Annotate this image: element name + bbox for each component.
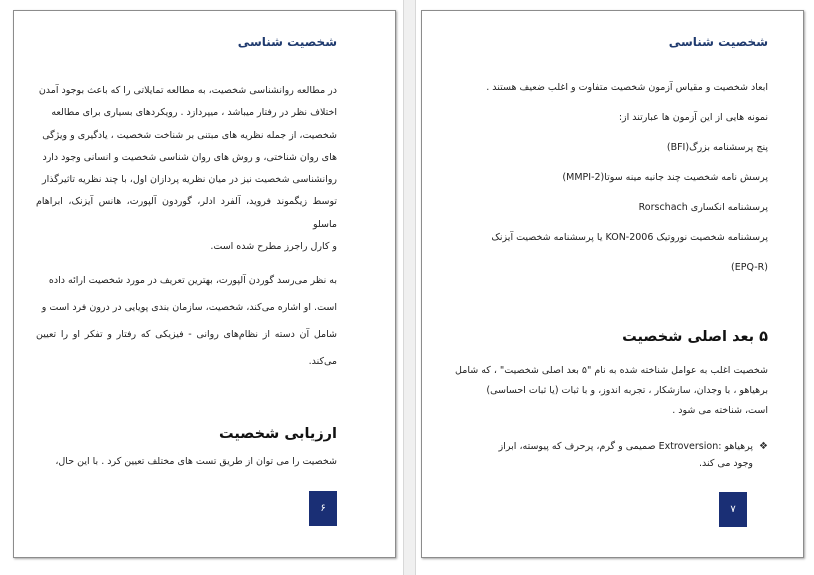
text-line: شامل آن دسته از نظام‌های روانی - فیزیکی که رفتار و تفکر او را تعیین می‌کند. bbox=[36, 329, 337, 368]
text-line: پنج پرسشنامه بزرگ(BFI) bbox=[666, 142, 768, 153]
text-line: در مطالعه روانشناسی شخصیت، به مطالعه تمایلاتی را که باعث بوجود آمدن bbox=[38, 85, 337, 96]
page-gap bbox=[403, 0, 416, 575]
page-content bbox=[36, 31, 337, 472]
document-page-6 bbox=[13, 10, 396, 558]
text-line: (EPQ-R) bbox=[731, 262, 768, 273]
text-line: توسط زیگموند فروید، آلفرد ادلر، گوردون آلپورت، هانس آیزنک، ابراهام ماسلو bbox=[36, 196, 337, 230]
assessment-text: شخصیت را می توان از طریق تست های مختلف تعیین کرد . با این حال، bbox=[55, 456, 337, 468]
intro-paragraph bbox=[36, 80, 337, 258]
page-number: ۶ bbox=[309, 491, 337, 526]
text-line: روانشناسی شخصیت نیز در میان نظریه پردازان اول، با چند نظریه تاثیرگذار bbox=[42, 174, 337, 186]
bullet-text bbox=[499, 438, 753, 472]
section-heading: ۵ بعد اصلی شخصیت bbox=[622, 329, 768, 345]
tests-list bbox=[454, 73, 768, 283]
text-line: به نظر می‌رسد گوردن آلپورت، بهترین تعریف در مورد شخصیت ارائه داده bbox=[48, 275, 337, 287]
five-factors-paragraph bbox=[454, 361, 768, 421]
text-line: شخصیت، از جمله نظریه های مبتنی بر شناخت شخصیت ، یادگیری و ویژگی bbox=[42, 129, 337, 141]
text-line: است، شناخته می شود . bbox=[672, 405, 768, 416]
text-line: پرسش نامه شخصیت چند جانبه مینه سوتا(MMPI-2) bbox=[562, 172, 768, 183]
text-line: پرسشنامه شخصیت نوروتیک KON-2006 یا پرسشنامه شخصیت آیزنک bbox=[491, 232, 768, 243]
text-line: نمونه هایی از این آزمون ها عبارتند از: bbox=[618, 112, 768, 123]
page-content bbox=[454, 31, 768, 472]
running-header: شخصیت شناسی bbox=[668, 35, 768, 49]
bullet-item bbox=[454, 438, 768, 472]
text-line: پرهیاهو :Extroversion صمیمی و گرم، پرحرف که پیوسته، ابراز bbox=[498, 441, 754, 452]
text-line: شخصیت اغلب به عوامل شناخته شده به نام "۵ بعد اصلی شخصیت" ، که شامل bbox=[455, 365, 768, 376]
text-line: پرسشنامه انکساری Rorschach bbox=[638, 202, 768, 213]
text-line: و کارل راجرز مطرح شده است. bbox=[210, 241, 337, 253]
diamond-bullet-icon: ❖ bbox=[759, 441, 768, 452]
text-line: است. او اشاره می‌کند، شخصیت، سازمان بندی پویایی در درون فرد است و bbox=[41, 302, 337, 314]
allport-paragraph bbox=[36, 267, 337, 375]
text-line: های روان شناختی، و روش های روان شناسی شخصیت و انسانی وجود دارد bbox=[42, 151, 337, 163]
text-line: برهیاهو ، با وجدان، سازشکار ، تجربه اندوز، و با ثبات (یا ثبات احساسی) bbox=[486, 385, 768, 396]
text-line: اختلاف نظر در رفتار میباشد ، میپردازد . رویکردهای بسیاری برای مطالعه bbox=[51, 107, 337, 119]
page-number: ۷ bbox=[719, 492, 747, 527]
section-heading: ارزیابی شخصیت bbox=[219, 426, 337, 443]
text-line: ابعاد شخصیت و مقیاس آزمون شخصیت متفاوت و اغلب ضعیف هستند . bbox=[486, 82, 768, 93]
running-header: شخصیت شناسی bbox=[237, 35, 337, 49]
text-line: وجود می کند. bbox=[698, 458, 754, 469]
document-page-7 bbox=[421, 10, 804, 558]
